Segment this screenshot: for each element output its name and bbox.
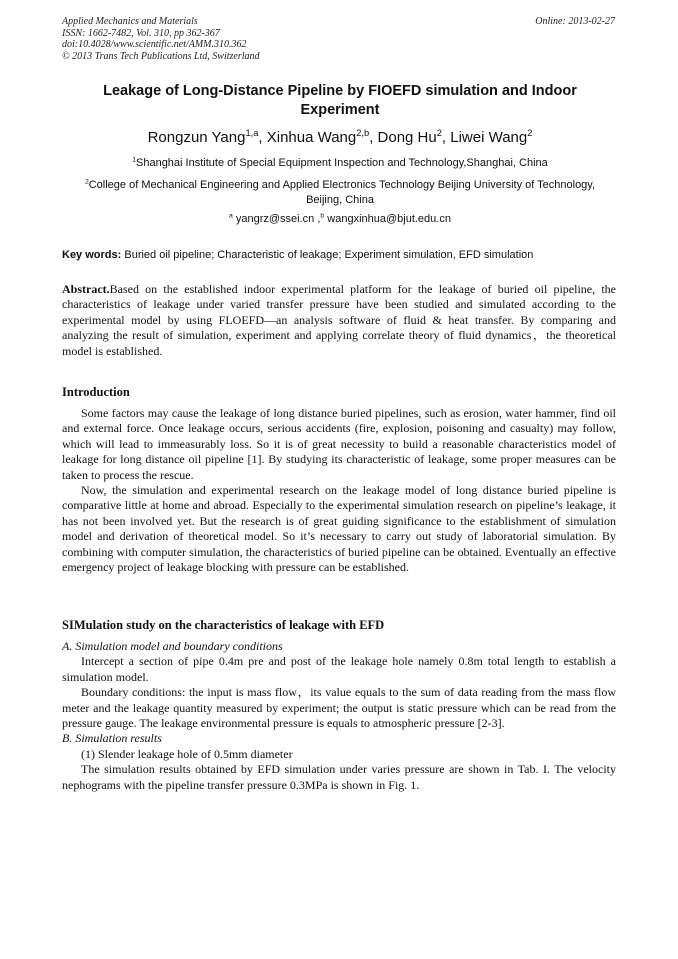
abstract-label: Abstract.: [62, 282, 110, 296]
paragraph: Intercept a section of pipe 0.4m pre and post of the leakage hole namely 0.8m total length to establish a simulation model.: [62, 654, 616, 684]
author-name: Dong Hu: [377, 129, 437, 146]
email-sup: a: [229, 212, 233, 220]
subsection-heading-a: A. Simulation model and boundary conditions: [62, 639, 283, 653]
affiliation-text: Shanghai Institute of Special Equipment Inspection and Technology,Shanghai, China: [136, 157, 548, 169]
copyright-line: © 2013 Trans Tech Publications Ltd, Switzerland: [62, 50, 260, 62]
author-name: Liwei Wang: [450, 129, 528, 146]
section-heading-simulation: SIMulation study on the characteristics of leakage with EFD: [62, 618, 385, 632]
affiliation-2: [70, 178, 610, 208]
journal-header: [62, 16, 260, 62]
author-sup: 2: [527, 128, 533, 138]
paragraph: Now, the simulation and experimental research on the leakage model of long distance buried pipeline is comparative little at home and abroad. Especially to the experimental simulation research on pipeline’s leakage, it has not been involved yet. But the research is of great guiding significance to the establishment of simulation model and derivation of theoretical model. So it’s necessary to carry out study of laboratorial simulation. By combining with computer simulation, the characteristics of buried pipeline can be obtained. Eventually an effective emergency project of leakage blocking with pressure can be established.: [62, 483, 616, 575]
paragraph: (1) Slender leakage hole of 0.5mm diameter: [81, 746, 293, 761]
paragraph: The simulation results obtained by EFD simulation under varies pressure are shown in Tab. I. The velocity nephograms with the pipeline transfer pressure 0.3MPa is shown in Fig. 1.: [62, 762, 616, 792]
email-link[interactable]: yangrz@ssei.cn ,: [235, 213, 321, 225]
affiliation-1: [64, 156, 616, 171]
doi-line: doi:10.4028/www.scientific.net/AMM.310.362: [62, 39, 247, 50]
author-name: Rongzun Yang: [147, 129, 246, 146]
online-date: Online: 2013-02-27: [535, 16, 615, 27]
author-sup: 2,b: [356, 128, 370, 138]
email-link[interactable]: wangxinhua@bjut.edu.cn: [327, 213, 451, 225]
email-sup: b: [320, 212, 325, 220]
introduction-body: [62, 406, 616, 575]
author-sup: 2: [436, 128, 442, 138]
journal-name: Applied Mechanics and Materials: [62, 16, 198, 27]
author-name: Xinhua Wang: [266, 129, 357, 146]
simulation-body: [62, 639, 616, 793]
paragraph: Boundary conditions: the input is mass flow，its value equals to the sum of data reading from the mass flow meter and the leakage quantity measured by experiment; the output is static pressure which can be read from the pressure gauge. The leakage environmental pressure is equals to atmospheric pressure [2-3].: [62, 685, 616, 731]
author-emails: [64, 212, 616, 227]
section-heading-introduction: Introduction: [62, 385, 130, 399]
abstract-text: Based on the established indoor experimental platform for the leakage of buried oil pipeline, the characteristics of leakage under varied transfer pressure have been studied and simulated according to the experimental model by using FLOEFD—an analysis software of fluid & heat transfer. By comparing and analyzing the result of simulation, experiment and applying correlate theory of fluid dynamics，the theoretical model is established.: [62, 282, 616, 358]
keywords-label: Key words:: [62, 249, 122, 261]
subsection-heading-b: B. Simulation results: [62, 731, 162, 746]
author-list: Rongzun Yang$^{1,a}$, Xinhua Wang$^{2,b}$, Dong Hu$^2$, Liwei Wang$^2$: [147, 128, 533, 146]
paper-title: Leakage of Long-Distance Pipeline by FIOEFD simulation and Indoor Experiment: [103, 83, 577, 118]
affiliation-text: College of Mechanical Engineering and Applied Electronics Technology Beijing University of Technology, Beijing, China: [88, 179, 596, 206]
keywords: [62, 248, 616, 263]
author-sup: 1,a: [245, 128, 259, 138]
issn-line: ISSN: 1662-7482, Vol. 310, pp 362-367: [62, 27, 220, 39]
abstract: [62, 282, 616, 359]
paragraph: Some factors may cause the leakage of long distance buried pipelines, such as erosion, water hammer, find oil and external force. Once leakage occurs, serious accidents (fire, explosion, poisoning and casualty) may follow, which will lead to immeasurably loss. So it is of great necessity to build a reasonable characteristics model of leakage for long distance oil pipeline [1]. By studying its characteristic of leakage, some proper measures can be taken to process the rescue.: [62, 406, 616, 482]
affiliation-sup: 1: [132, 156, 136, 164]
affiliation-sup: 2: [84, 178, 89, 186]
keywords-text: Buried oil pipeline; Characteristic of leakage; Experiment simulation, EFD simulation: [124, 249, 534, 261]
